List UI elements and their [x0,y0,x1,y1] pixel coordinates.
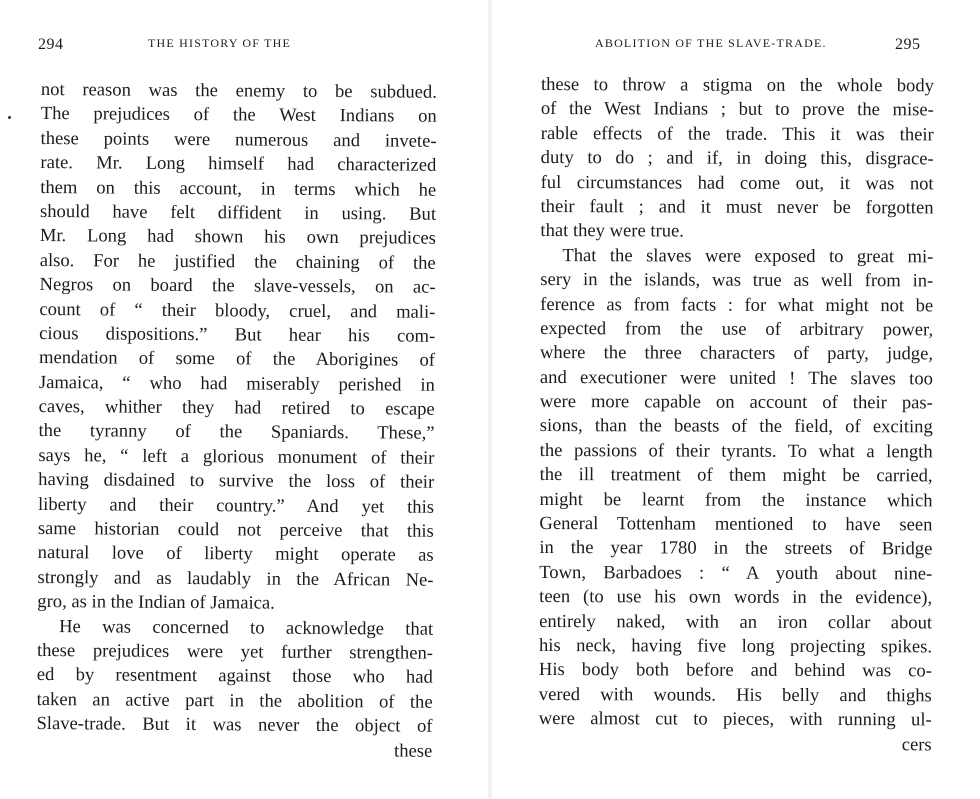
text-line: General Tottenham mentioned to have seen [539,513,933,536]
text-line: natural love of liberty might operate as [37,542,434,567]
text-line: entirely naked, with an iron collar about [539,610,933,633]
text-block [36,78,437,764]
text-line: the ill treatment of them might be carried, [539,464,933,487]
text-line: says he, “ left a glorious monument of their [38,444,435,469]
text-line: same historian could not perceive that this [37,518,434,542]
catchword: cers [901,733,932,755]
text-line: rate. Mr. Long himself had characterized [40,152,437,176]
text-line: of the West Indians ; but to prove the mise- [540,98,934,121]
catchword: these [394,740,433,762]
text-line: Slave-trade. But it was never the object of [36,713,433,737]
text-line: ference as from facts : for what might not be [540,293,934,316]
text-line: these prejudices were yet further strengthen- [36,639,434,664]
running-head: ABOLITION OF THE SLAVE-TRADE. [595,36,827,50]
text-line: ful circumstances had come out, it was not [540,171,934,194]
text-line: Town, Barbadoes : “ A youth about nine- [539,561,933,585]
text-line: were more capable on account of their pas- [539,391,933,414]
text-line: the tyranny of the Spaniards. These,” [38,420,435,445]
text-line: sery in the islands, was true as well from in- [540,269,934,292]
text-line: duty to do ; and if, in doing this, disgrace- [540,147,934,170]
text-line: teen (to use his own words in the evidence), [539,586,933,609]
text-line: that they were true. [540,220,685,242]
text-line: That the slaves were exposed to great mi- [562,244,934,268]
text-line: where the three characters of party, judge, [539,342,934,365]
text-line: Jamaica, “ who had miserably perished in [38,371,435,396]
text-line: ed by resentment against those who had [36,664,433,689]
text-line: also. For he justified the chaining of the [39,249,436,274]
text-line: having disdained to survive the loss of their [38,469,435,494]
text-line: these to throw a stigma on the whole body [540,73,934,97]
text-line: gro, as in the Indian of Jamaica. [37,591,275,614]
text-line: He was concerned to acknowledge that [59,615,434,640]
text-line: his neck, having five long projecting spikes. [538,634,933,658]
text-line: should have felt diffident in using. But [39,200,437,225]
text-line: in the year 1780 in the streets of Bridge [539,537,933,560]
text-line: their fault ; and it must never be forgotten [540,195,934,219]
page-number: 294 [38,36,64,53]
text-line: liberty and their country.” And yet this [37,493,435,518]
text-line: sions, than the beasts of the field, of exciting [539,415,933,438]
text-line: them on this account, in terms which he [40,176,437,201]
text-line: the passions of their tyrants. To what a length [539,439,933,463]
text-line: might be learnt from the instance which [539,488,933,512]
margin-mark [8,116,11,119]
page-number: 295 [895,36,921,53]
text-line: strongly and as laudably in the African Ne- [37,566,434,591]
text-line: were almost cut to pieces, with running ul- [538,708,932,731]
text-line: these points were numerous and invete- [40,127,437,152]
text-line: vered with wounds. His belly and thighs [538,683,932,707]
text-line: expected from the use of arbitrary power, [540,317,934,341]
text-line: cious dispositions.” But hear his com- [39,322,436,347]
text-line: rable effects of the trade. This it was their [540,122,934,146]
text-line: and executioner were united ! The slaves too [539,366,933,390]
running-head: THE HISTORY OF THE [148,36,292,50]
text-line: count of “ their bloody, cruel, and mali- [39,298,436,323]
right-page [490,0,980,799]
text-line: Negros on board the slave-vessels, on ac- [39,274,436,298]
text-line: not reason was the enemy to be subdued. [40,78,437,103]
text-line: taken an active part in the abolition of the [36,688,433,713]
text-line: His body both before and behind was co- [538,659,932,682]
text-block [539,73,934,757]
text-line: Mr. Long had shown his own prejudices [39,225,436,250]
text-line: mendation of some of the Aborigines of [38,347,436,372]
text-line: The prejudices of the West Indians on [40,103,437,128]
text-line: caves, whither they had retired to escape [38,396,435,420]
